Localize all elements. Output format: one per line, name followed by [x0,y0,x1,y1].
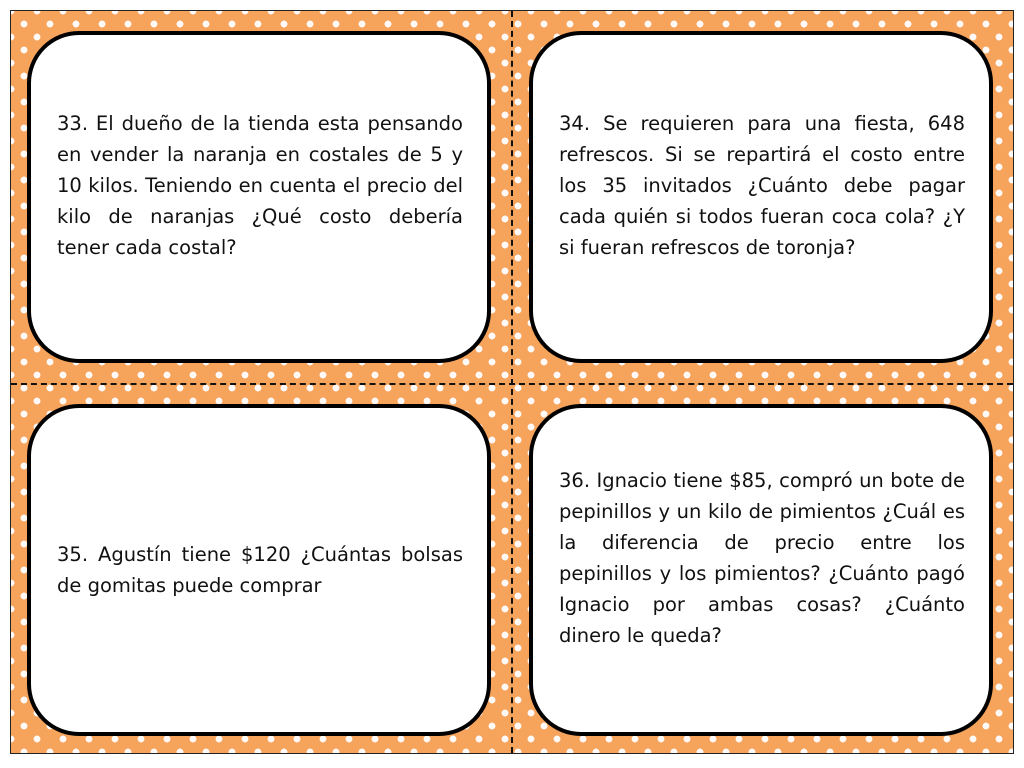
task-card-35-text: 35. Agustín tiene $120 ¿Cuántas bolsas de gomitas puede comprar [57,543,463,597]
vertical-cut-line [511,11,513,753]
task-card-34 [529,31,993,363]
task-card-36-text: 36. Ignacio tiene $85, compró un bote de pepinillos y un kilo de pimientos ¿Cuál es la diferencia de precio entre los pepinillos y los pimientos? ¿Cuánto pagó Ignacio por ambas cosas? ¿Cuánto dinero le queda? [559,469,965,647]
task-card-34-text: 34. Se requieren para una fiesta, 648 refrescos. Si se repartirá el costo entre los 35 invitados ¿Cuánto debe pagar cada quién si todos fueran coca cola? ¿Y si fueran refrescos de toronja? [559,111,965,259]
task-card-33 [27,31,491,363]
task-card-36 [529,404,993,736]
task-card-sheet [10,10,1014,754]
horizontal-cut-line [11,383,1013,385]
task-card-35 [27,404,491,736]
task-card-33-text: 33. El dueño de la tienda esta pensando en vender la naranja en costales de 5 y 10 kilos. Teniendo en cuenta el precio del kilo de naranjas ¿Qué costo debería tener cada costal? [57,111,463,259]
